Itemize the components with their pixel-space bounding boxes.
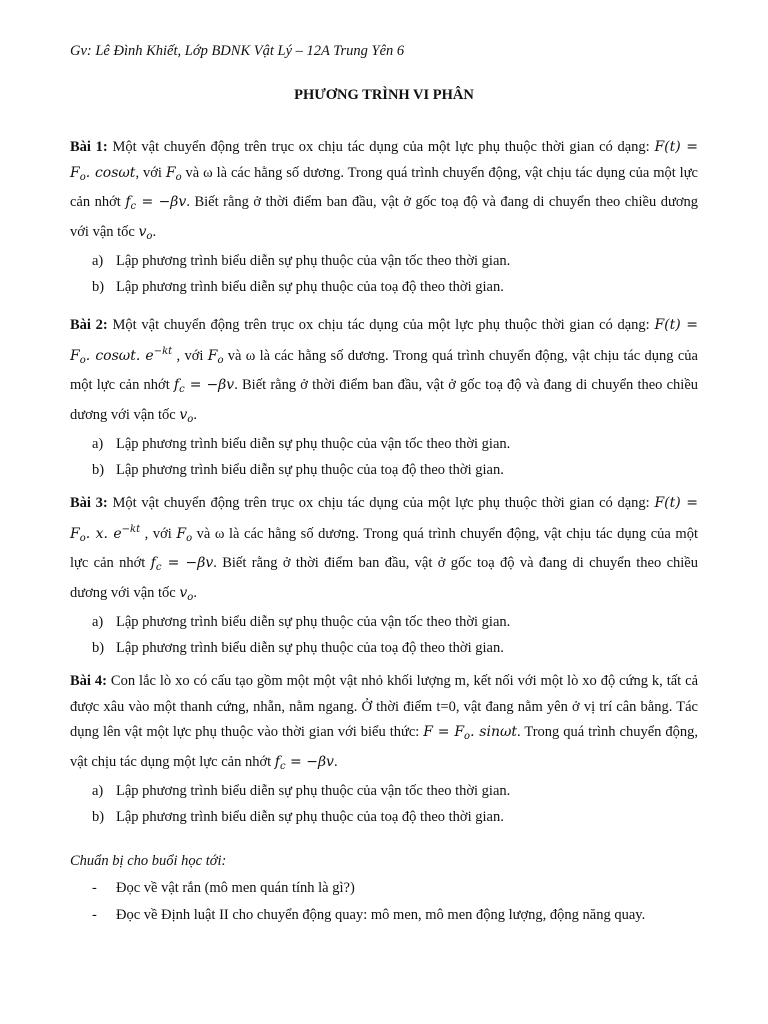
problem-2-force-formula: $F(t) = F_o$. cosωt. $e^{-kt}$ (70, 317, 699, 366)
problem-3-f0-symbol: $F_o$ (176, 525, 193, 544)
problem-1 (70, 135, 698, 300)
problem-3-force-formula: $F(t) = F_o$. x. $e^{-kt}$ (70, 495, 699, 544)
preparation-section (70, 848, 698, 929)
problem-4 (70, 669, 698, 830)
list-item: a) Lập phương trình biểu diễn sự phụ thuộc của vận tốc theo thời gian. (92, 614, 511, 630)
problem-1-text: Một vật chuyển động trên trục ox chịu tác dụng của một lực phụ thuộc thời gian có dạng: (107, 139, 655, 155)
problem-4-force-formula: $F = F_o$. sinωt (423, 724, 518, 742)
problem-3-text: Một vật chuyển động trên trục ox chịu tác dụng của một lực phụ thuộc thời gian có dạng: (107, 495, 655, 511)
problem-1-statement: Bài 1: Một vật chuyển động trên trục ox chịu tác dụng của một lực phụ thuộc thời gian có dạng: $F(t) = F_o$. cosωt, với $F_o$ và ω là các hằng số dương. Trong quá trình chuyển động, vật chịu tác dụng của một lực cản nhớt $f_c = -\beta v$. Biết rằng ở thời điểm ban đầu, vật ở gốc toạ độ và đang di chuyển theo chiều dương với vận tốc $v_o$. (70, 139, 699, 242)
list-item: a) Lập phương trình biểu diễn sự phụ thuộc của vận tốc theo thời gian. (92, 253, 511, 269)
problem-4-subquestions (70, 779, 698, 830)
problem-3-label: Bài 3: (70, 495, 108, 511)
problem-2 (70, 313, 698, 483)
list-item: b) Lập phương trình biểu diễn sự phụ thuộc của toạ độ theo thời gian. (92, 461, 504, 478)
problem-3-drag-formula: $f_c = -\beta v$ (150, 555, 214, 573)
problem-2-v0-symbol: $v_o$ (179, 406, 194, 425)
problem-1-force-formula: $F(t) = F_o$. cosωt (70, 139, 699, 183)
list-item: a) Lập phương trình biểu diễn sự phụ thuộc của vận tốc theo thời gian. (92, 783, 511, 799)
preparation-list (70, 875, 698, 929)
problem-3-statement: Bài 3: Một vật chuyển động trên trục ox chịu tác dụng của một lực phụ thuộc thời gian có dạng: $F(t) = F_o$. x. $e^{-kt}$ , với $F_o$ và ω là các hằng số dương. Trong quá trình chuyển động, vật chịu tác dụng của một lực cản nhớt $f_c = -\beta v$. Biết rằng ở thời điểm ban đầu, vật ở gốc toạ độ và đang di chuyển theo chiều dương với vận tốc $v_o$. (70, 495, 699, 603)
problem-4-drag-formula: $f_c = -\beta v$ (274, 753, 334, 772)
problem-1-drag-formula: $f_c = -\beta v$ (125, 194, 187, 212)
problem-4-statement: Bài 4: Con lắc lò xo có cấu tạo gồm một một vật nhỏ khối lượng m, kết nối với một lò xo độ cứng k, tất cả được xâu vào một thanh cứng, nhẵn, nằm ngang. Ở thời điểm t=0, vật đang nằm yên ở vị trí cân bằng. Tác dụng lên vật một lực phụ thuộc vào thời gian với biểu thức: $F = F_o$. sinωt. Trong quá trình chuyển động, vật chịu tác dụng một lực cản nhớt $f_c = -\beta v$. (70, 673, 699, 772)
problem-1-f0-symbol: $F_o$ (165, 164, 182, 183)
problem-2-subquestions (70, 432, 698, 483)
page-header: Gv: Lê Đình Khiết, Lớp BDNK Vật Lý – 12A Trung Yên 6 (70, 43, 405, 59)
problem-4-text: Con lắc lò xo có cấu tạo gồm một một vật nhỏ khối lượng m, kết nối với một lò xo độ cứng k, tất cả được xâu vào một thanh cứng, nhẵn, nằm ngang. Ở thời điểm t=0, vật đang nằm yên ở vị trí cân bằng. Tác dụng lên vật một lực phụ thuộc vào thời gian với biểu thức: (70, 673, 699, 740)
problem-2-label: Bài 2: (70, 317, 108, 333)
problem-2-f0-symbol: $F_o$ (207, 347, 224, 366)
problem-3-v0-symbol: $v_o$ (179, 584, 194, 603)
problem-3-subquestions (70, 610, 698, 661)
problem-2-text: Một vật chuyển động trên trục ox chịu tác dụng của một lực phụ thuộc thời gian có dạng: (107, 317, 655, 333)
problem-2-drag-formula: $f_c = -\beta v$ (173, 377, 235, 395)
problem-1-v0-symbol: $v_o$ (138, 223, 153, 242)
list-item: a) Lập phương trình biểu diễn sự phụ thuộc của vận tốc theo thời gian. (92, 436, 511, 452)
list-item: b) Lập phương trình biểu diễn sự phụ thuộc của toạ độ theo thời gian. (92, 639, 504, 656)
problem-1-subquestions (70, 249, 698, 300)
problem-4-label: Bài 4: (70, 673, 107, 689)
list-item: b) Lập phương trình biểu diễn sự phụ thuộc của toạ độ theo thời gian. (92, 278, 504, 295)
list-item: - Đọc về Định luật II cho chuyển động quay: mô men, mô men động lượng, động năng quay. (92, 907, 646, 923)
preparation-heading: Chuẩn bị cho buổi học tới: (70, 853, 227, 869)
list-item: b) Lập phương trình biểu diễn sự phụ thuộc của toạ độ theo thời gian. (92, 808, 504, 825)
problem-3 (70, 491, 698, 661)
problem-2-statement: Bài 2: Một vật chuyển động trên trục ox chịu tác dụng của một lực phụ thuộc thời gian có dạng: $F(t) = F_o$. cosωt. $e^{-kt}$ , với $F_o$ và ω là các hằng số dương. Trong quá trình chuyển động, vật chịu tác dụng của một lực cản nhớt $f_c = -\beta v$. Biết rằng ở thời điểm ban đầu, vật ở gốc toạ độ và đang di chuyển theo chiều dương với vận tốc $v_o$. (70, 317, 699, 425)
list-item: - Đọc về vật rắn (mô men quán tính là gì?) (92, 880, 355, 896)
problem-1-label: Bài 1: (70, 139, 108, 155)
page-title: PHƯƠNG TRÌNH VI PHÂN (294, 87, 474, 103)
